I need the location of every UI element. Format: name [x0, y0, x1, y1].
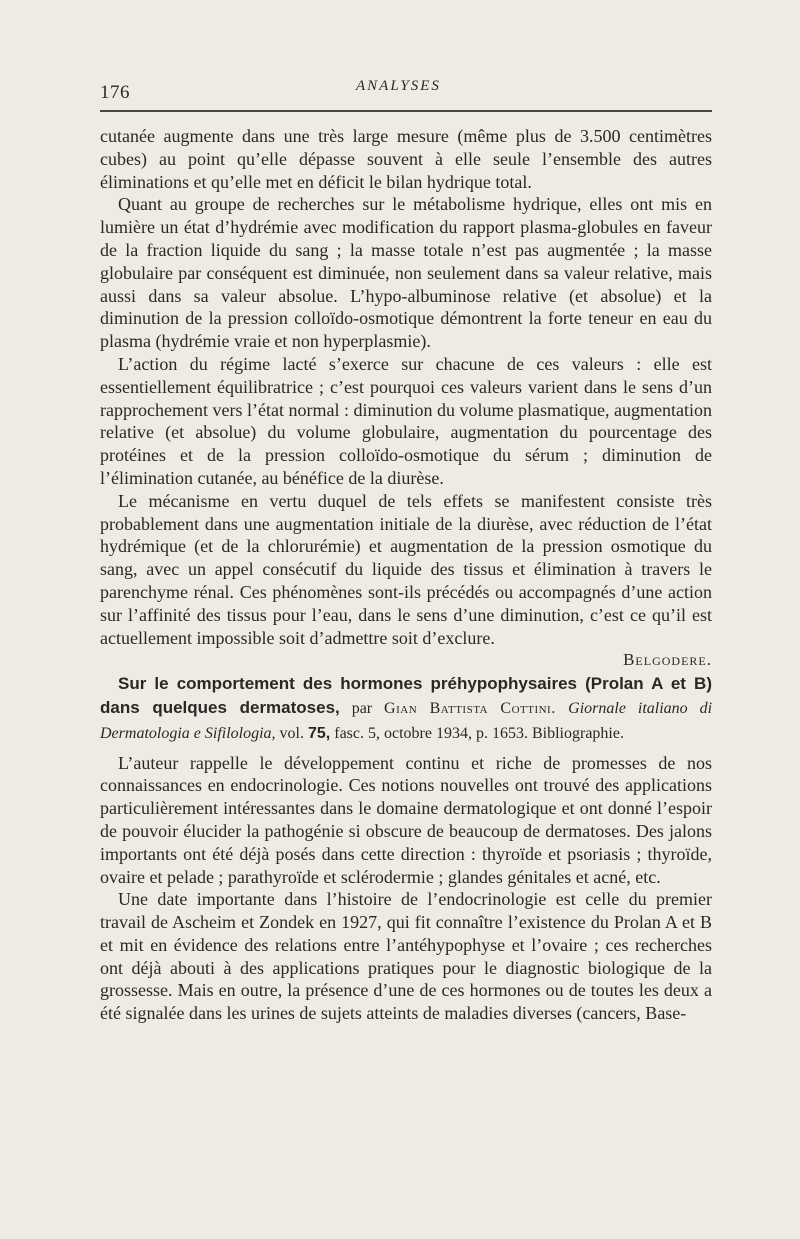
- article-journal: Giornale italiano di Dermatologia e Sifilologia,: [100, 699, 713, 742]
- paragraph: Une date importante dans l’histoire de l’endocrinologie est celle du premier travail de Ascheim et Zondek en 1927, qui fit connaître l’existence du Prolan A et B et mit en évidence des relations entre l’antéhypophyse et l’ovaire ; ces recherches ont déjà abouti à des applications pratiques pour le diagnostic biologique de la grossesse. Mais en outre, la présence d’une de ces hormones ou de toutes les deux a été signalée dans les urines de sujets atteints de maladies diverses (cancers, Base-: [100, 889, 712, 1024]
- paragraph: L’action du régime lacté s’exerce sur chacune de ces valeurs : elle est essentiellement équilibratrice ; c’est pourquoi ces valeurs varient dans le sens d’un rapprochement vers l’état normal : diminution du volume plasmatique, augmentation relative (et absolue) du volume globulaire, augmentation du pourcentage des protéines et de la pression colloïdo-osmotique du sérum ; diminution de l’élimination cutanée, au bénéfice de la diurèse.: [100, 353, 712, 488]
- article-vol-number: 75,: [308, 724, 331, 742]
- signature: Belgodere.: [623, 650, 712, 670]
- paragraph: cutanée augmente dans une très large mesure (même plus de 3.500 centimètres cubes) au point qu’elle dépasse souvent à elle seule l’ensemble des autres éliminations et qu’elle met en déficit le bilan hydrique total.: [100, 126, 712, 192]
- article-details: fasc. 5, octobre 1934, p. 1653. Bibliographie.: [330, 724, 624, 742]
- running-head: ANALYSES: [356, 78, 441, 94]
- paragraph: L’auteur rappelle le développement continu et riche de promesses de nos connaissances en endocrinologie. Ces notions nouvelles ont trouvé des applications particulièrement intéressantes dans le domaine dermatologique et ont donné l’espoir de pouvoir élucider la pathogénie si obscure de beaucoup de dermatoses. Des jalons importants ont été déjà posés dans cette direction : thyroïde et psoriasis ; thyroïde, ovaire et pelade ; parathyroïde et sclérodermie ; glandes génitales et acné, etc.: [100, 752, 712, 887]
- article-title: [100, 672, 712, 745]
- page-header: [100, 78, 712, 104]
- page-number: 176: [100, 82, 130, 103]
- paragraph: Quant au groupe de recherches sur le métabolisme hydrique, elles ont mis en lumière un état d’hydrémie avec modification du rapport plasma-globules en faveur de la fraction liquide du sang ; la masse totale n’est pas augmentée ; la masse globulaire par conséquent est diminuée, non seulement dans sa valeur relative, mais aussi dans sa valeur absolue. L’hypo-albuminose relative (et absolue) et la diminution de la pression colloïdo-osmotique démontrent la forte teneur en eau du plasma (hydrémie vraie et non hyperplasmie).: [100, 194, 712, 352]
- paragraph: Le mécanisme en vertu duquel de tels effets se manifestent consiste très probablement dans une augmentation initiale de la diurèse, avec réduction de l’état hydrémique (et de la chlorurémie) et augmentation de la pression osmotique du sang, avec un appel consécutif du liquide des tissus et élimination à travers le parenchyme rénal. Ces phénomènes sont-ils précédés ou accompagnés d’une action sur l’affinité des tissus pour l’eau, dans le sens d’une diminution, c’est ce qu’il est actuellement impossible soit d’admettre soit d’exclure.: [100, 490, 712, 648]
- header-rule: [100, 110, 712, 112]
- article-author: Gian Battista Cottini.: [384, 699, 556, 717]
- body-text: [100, 125, 712, 1025]
- article-by: par: [339, 699, 385, 717]
- article-vol-label: vol.: [275, 724, 308, 742]
- article-title-text: Sur le comportement des hormones préhypophysaires (Prolan A et B) dans quelques dermatoses,: [100, 674, 712, 717]
